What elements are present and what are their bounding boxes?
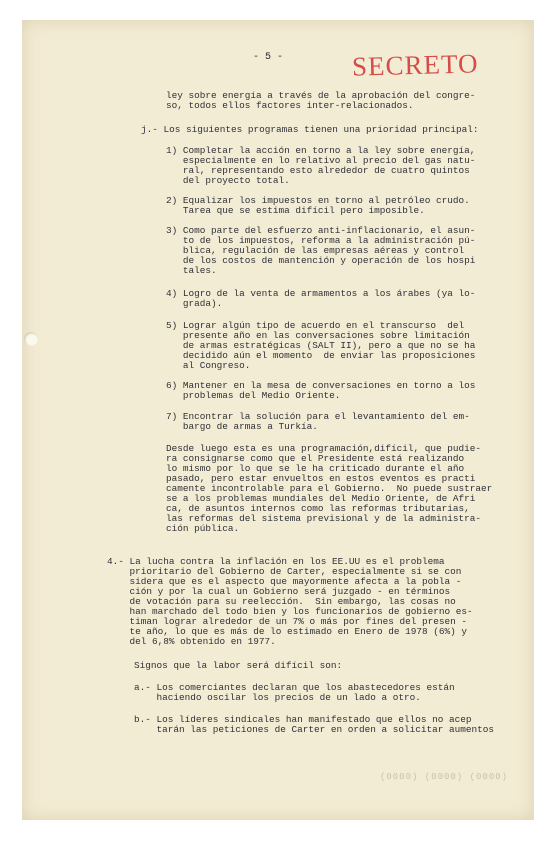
intro-line-1: ley sobre energía a través de la aprobación del congre- (166, 90, 476, 101)
section-4-line-9: del 6,8% obtenido en 1977. (107, 636, 276, 647)
item-7-line-1: 7) Encontrar la solución para el levantamiento del em- (166, 411, 470, 422)
section-j-heading: j.- Los siguientes programas tienen una prioridad principal: (141, 124, 479, 135)
item-5-line-2: presente año en las conversaciones sobre limitación (166, 330, 470, 341)
point-a-line-2: haciendo oscilar los precios de un lado a otro. (134, 692, 421, 703)
item-1-line-2: especialmente en lo relativo al precio del gas natu- (166, 155, 476, 166)
paragraph-j-line-6: se a los problemas mundiales del Medio Oriente, de Afri (166, 493, 476, 504)
item-5-line-1: 5) Lograr algún tipo de acuerdo en el transcurso del (166, 320, 465, 331)
item-1-line-3: ral, representando esto alrededor de cuatro quintos (166, 165, 470, 176)
page-number: - 5 - (253, 52, 284, 63)
section-4-line-2: prioritario del Gobierno de Carter, especialmente si se con (107, 566, 462, 577)
item-3-line-1: 3) Como parte del esfuerzo anti-inflacionario, el asun- (166, 225, 476, 236)
paragraph-j-line-7: ca, de asuntos internos como las reformas tributarias, (166, 503, 470, 514)
section-4-line-8: te año, lo que es más de lo estimado en Enero de 1978 (6%) y (107, 626, 468, 637)
paragraph-j-line-9: ción pública. (166, 523, 240, 534)
paragraph-j-line-8: las reformas del sistema previsional y de la administra- (166, 513, 482, 524)
paragraph-j-line-2: ra consignarse como que el Presidente está realizando (166, 453, 465, 464)
item-1-line-1: 1) Completar la acción en torno a la ley sobre energía, (166, 145, 476, 156)
secret-stamp: SECRETO (351, 48, 479, 82)
item-7-line-2: bargo de armas a Turkía. (166, 421, 318, 432)
item-2-line-2: Tarea que se estima difícil pero imposible. (166, 205, 425, 216)
paragraph-j-line-5: camente incontrolable para el Gobierno. No puede sustraer (166, 483, 493, 494)
intro-line-2: so, todos ellos factores inter-relacionados. (166, 100, 414, 111)
signs-heading: Signos que la labor será difícil son: (134, 660, 343, 671)
section-4-line-5: de votación para su reelección. Sin embargo, las cosas no (107, 596, 456, 607)
section-4-line-6: han marchado del todo bien y los funcionarios de gobierno es- (107, 606, 473, 617)
item-6-line-2: problemas del Medio Oriente. (166, 390, 341, 401)
paragraph-j-line-4: pasado, pero estar envueltos en estos eventos es practi (166, 473, 476, 484)
item-3-line-4: de los costos de mantención y operación de los hospi (166, 255, 476, 266)
section-4-line-7: timan lograr alrededor de un 7% o más por fines del presen - (107, 616, 468, 627)
point-b-line-2: tarán las peticiones de Carter en orden a solicitar aumentos (134, 724, 495, 735)
faded-stamp-text: (0000) (0000) (0000) (380, 772, 509, 782)
item-3-line-2: to de los impuestos, reforma a la administración pú- (166, 235, 476, 246)
item-2-line-1: 2) Equalizar los impuestos en torno al petróleo crudo. (166, 195, 470, 206)
item-4-line-2: grada). (166, 298, 223, 309)
point-b-line-1: b.- Los líderes sindicales han manifestado que ellos no acep (134, 714, 472, 725)
item-5-line-3: de armas estratégicas (SALT II), pero a que no se ha (166, 340, 476, 351)
item-6-line-1: 6) Mantener en la mesa de conversaciones en torno a los (166, 380, 476, 391)
section-4-line-3: sidera que es el aspecto que mayormente afecta a la pobla - (107, 576, 462, 587)
section-4-line-4: ción y por la cual un Gobierno será juzgado - en términos (107, 586, 451, 597)
section-4-line-1: 4.- La lucha contra la inflación en los EE.UU es el problema (107, 556, 445, 567)
item-4-line-1: 4) Logro de la venta de armamentos a los árabes (ya lo- (166, 288, 476, 299)
paragraph-j-line-3: lo mismo por lo que se le ha criticado durante el año (166, 463, 465, 474)
item-3-line-3: blica, regulación de las empresas aéreas y control (166, 245, 465, 256)
punch-hole (24, 332, 38, 346)
item-5-line-5: al Congreso. (166, 360, 251, 371)
item-1-line-4: del proyecto total. (166, 175, 290, 186)
item-5-line-4: decidido aún el momento de enviar las proposiciones (166, 350, 476, 361)
item-3-line-5: tales. (166, 265, 217, 276)
point-a-line-1: a.- Los comerciantes declaran que los abastecedores están (134, 682, 455, 693)
paragraph-j-line-1: Desde luego esta es una programación,difícil, que pudie- (166, 443, 482, 454)
